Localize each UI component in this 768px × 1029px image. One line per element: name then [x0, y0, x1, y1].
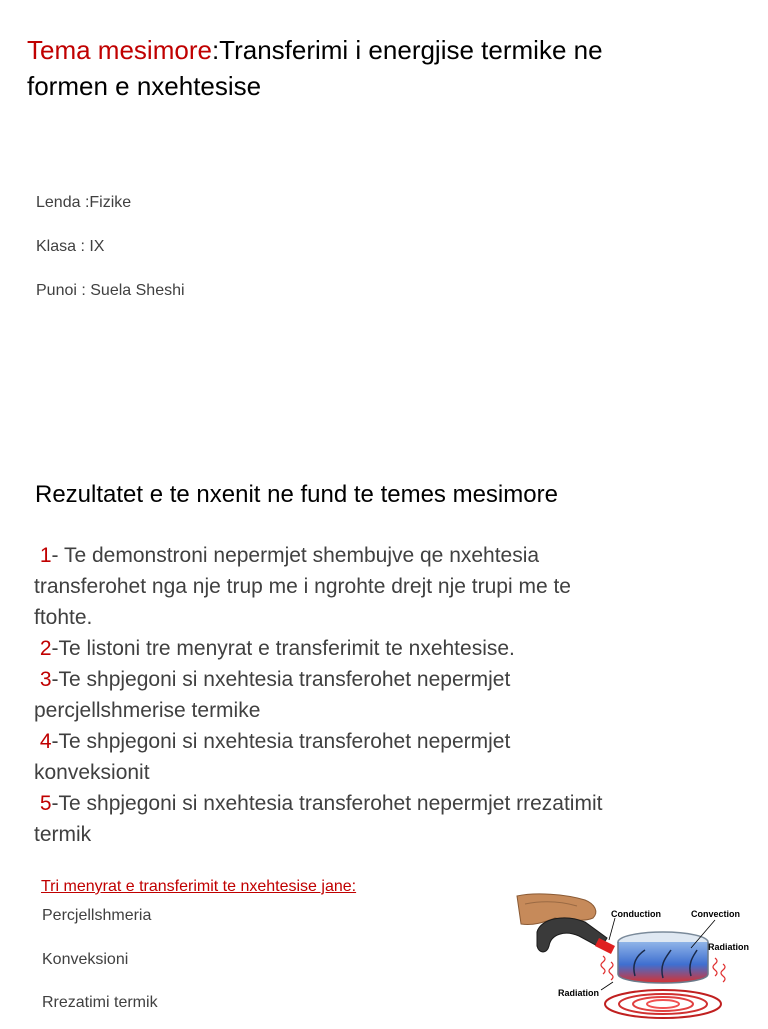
heat-transfer-illustration: [515, 892, 768, 1024]
outcome-line: [34, 726, 744, 757]
outcome-number: 4: [39, 730, 52, 753]
outcome-1: [34, 540, 744, 633]
radiation-wave: [601, 956, 605, 974]
outcome-line: konveksionit: [34, 761, 150, 784]
conduction-leader: [609, 918, 615, 940]
methods-title: Tri menyrat e transferimit te nxehtesise jane:: [41, 878, 357, 895]
title-line-1: [27, 32, 747, 68]
method-conduction: Percjellshmeria: [42, 907, 152, 924]
outcome-text: - Te demonstroni nepermjet shembujve qe nxehtesia: [51, 544, 540, 567]
outcome-line: [34, 540, 744, 571]
pot-handle: [537, 918, 607, 952]
outcome-line: percjellshmerise termike: [34, 699, 261, 722]
conduction-label: Conduction: [611, 909, 661, 919]
convection-label: Convection: [691, 909, 741, 919]
radiation-wave: [721, 964, 725, 982]
outcome-5: [34, 788, 744, 850]
title-rest: :Transferimi i energjise termike ne: [211, 35, 603, 65]
outcome-text: -Te listoni tre menyrat e transferimit te nxehtesise.: [51, 637, 515, 660]
subject-label: Lenda :Fizike: [36, 194, 132, 211]
outcome-line: ftohte.: [34, 606, 93, 629]
radiation-wave: [713, 958, 717, 976]
outcome-number: 2: [39, 637, 52, 660]
class-label: Klasa : IX: [36, 238, 105, 255]
outcome-number: 5: [39, 792, 52, 815]
outcome-line: [34, 633, 744, 664]
outcome-text: -Te shpjegoni si nxehtesia transferohet nepermjet rrezatimit: [51, 792, 603, 815]
outcome-2: [34, 633, 744, 664]
outcome-text: -Te shpjegoni si nxehtesia transferohet nepermjet: [51, 668, 511, 691]
heat-transfer-svg: [515, 892, 768, 1024]
outcome-line: [34, 664, 744, 695]
title-line-2: formen e nxehtesise: [27, 71, 262, 101]
method-radiation: Rrezatimi termik: [42, 994, 158, 1011]
page-title: [27, 32, 747, 104]
outcome-4: [34, 726, 744, 788]
title-highlight: Tema mesimore: [27, 35, 212, 65]
outcome-line: transferohet nga nje trup me i ngrohte drejt nje trupi me te: [34, 575, 571, 598]
outcomes-list: [34, 540, 744, 850]
radiation-wave: [609, 962, 613, 980]
radiation-label-bottom: Radiation: [558, 988, 600, 998]
outcome-number: 1: [39, 544, 52, 567]
radiation-label-right: Radiation: [708, 942, 750, 952]
outcomes-heading: Rezultatet e te nxenit ne fund te temes mesimore: [35, 481, 558, 508]
radiation-leader: [601, 982, 613, 990]
author-label: Punoi : Suela Sheshi: [36, 282, 185, 299]
outcome-line: termik: [34, 823, 92, 846]
outcome-3: [34, 664, 744, 726]
outcome-number: 3: [39, 668, 52, 691]
outcome-line: [34, 788, 744, 819]
burner-coil: [647, 1000, 679, 1008]
outcome-text: -Te shpjegoni si nxehtesia transferohet nepermjet: [51, 730, 511, 753]
method-convection: Konveksioni: [42, 951, 129, 968]
